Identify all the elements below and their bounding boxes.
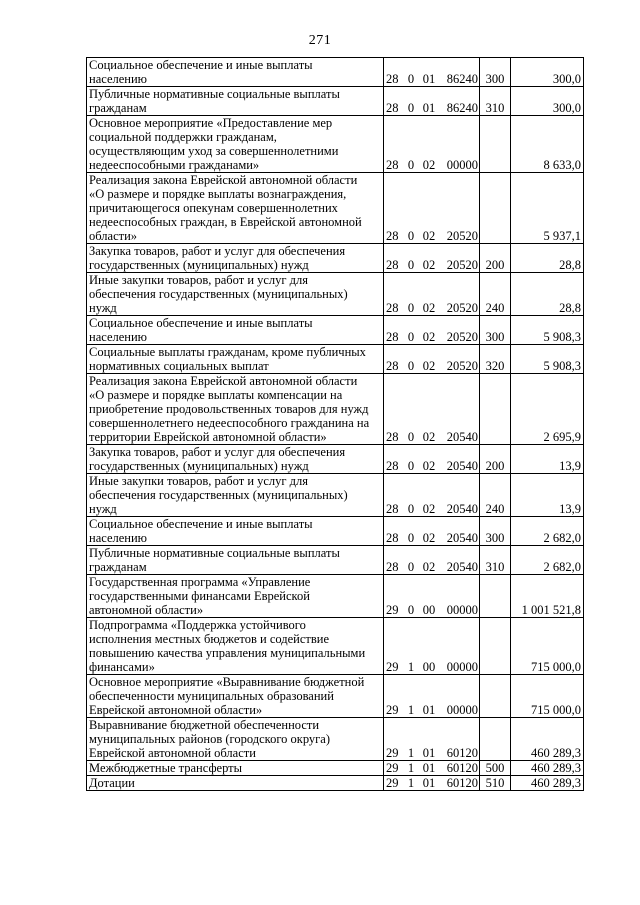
amount-cell: 13,9 (511, 445, 584, 474)
row-name-line: Публичные нормативные социальные выплаты (89, 546, 340, 560)
activity-code: 02 (422, 359, 436, 373)
subprogram-code: 1 (407, 660, 415, 674)
direction-code: 60120 (446, 746, 478, 760)
subprogram-code: 0 (407, 301, 415, 315)
row-name-line: Выравнивание бюджетной обеспеченности (89, 718, 320, 732)
expense-type-cell (480, 675, 511, 718)
row-name-line: Иные закупки товаров, работ и услуг для (89, 474, 309, 488)
row-name-line: причитающегося опекунам совершеннолетних (89, 201, 338, 215)
direction-code: 20520 (446, 229, 478, 243)
amount-cell: 8 633,0 (511, 116, 584, 173)
row-name-line: Государственная программа «Управление (89, 575, 311, 589)
activity-code: 01 (422, 776, 436, 790)
direction-code: 20520 (446, 258, 478, 272)
row-name-line: обеспечения государственных (муниципальных) (89, 488, 348, 502)
budget-table-body (87, 58, 584, 791)
subprogram-code: 0 (407, 101, 415, 115)
row-name-line: обеспеченности муниципальных образований (89, 689, 334, 703)
table-row (87, 345, 584, 374)
activity-code: 01 (422, 746, 436, 760)
subprogram-code: 1 (407, 703, 415, 717)
expense-type-cell (480, 173, 511, 244)
amount-cell: 2 682,0 (511, 517, 584, 546)
row-name-line: «О размере и порядке выплаты вознаграждения, (89, 187, 347, 201)
subprogram-code: 0 (407, 72, 415, 86)
row-name-line: гражданам (89, 560, 147, 574)
program-code: 28 (386, 430, 399, 444)
row-name-cell (87, 244, 384, 273)
page-number: 271 (308, 33, 332, 48)
direction-code: 20540 (446, 459, 478, 473)
classification-code-cell (384, 776, 480, 791)
activity-code: 02 (422, 158, 436, 172)
row-name-line: Социальное обеспечение и иные выплаты (89, 58, 313, 72)
row-name-line: совершеннолетнего недееспособного гражданина на (89, 416, 370, 430)
row-name-cell (87, 316, 384, 345)
classification-code-cell (384, 618, 480, 675)
table-row (87, 618, 584, 675)
expense-type-cell: 500 (480, 761, 511, 776)
direction-code: 00000 (446, 158, 478, 172)
direction-code: 20540 (446, 430, 478, 444)
row-name-cell (87, 87, 384, 116)
table-row (87, 445, 584, 474)
activity-code: 02 (422, 502, 436, 516)
amount-cell: 13,9 (511, 474, 584, 517)
program-code: 28 (386, 258, 399, 272)
row-name-line: населению (89, 72, 147, 86)
expense-type-cell (480, 374, 511, 445)
direction-code: 00000 (446, 603, 478, 617)
row-name-line: нужд (89, 301, 117, 315)
table-row (87, 87, 584, 116)
classification-code-cell (384, 546, 480, 575)
amount-cell: 460 289,3 (511, 761, 584, 776)
row-name-cell (87, 445, 384, 474)
table-row (87, 374, 584, 445)
activity-code: 00 (422, 603, 436, 617)
amount-cell: 300,0 (511, 58, 584, 87)
classification-code-cell (384, 675, 480, 718)
direction-code: 00000 (446, 660, 478, 674)
activity-code: 00 (422, 660, 436, 674)
subprogram-code: 0 (407, 359, 415, 373)
table-row (87, 761, 584, 776)
direction-code: 60120 (446, 776, 478, 790)
row-name-cell (87, 776, 384, 791)
row-name-cell (87, 345, 384, 374)
table-row (87, 116, 584, 173)
program-code: 28 (386, 158, 399, 172)
program-code: 28 (386, 101, 399, 115)
row-name-line: нужд (89, 502, 117, 516)
row-name-line: автономной области» (89, 603, 204, 617)
row-name-line: области» (89, 229, 138, 243)
expense-type-cell: 240 (480, 273, 511, 316)
row-name-cell (87, 374, 384, 445)
expense-type-cell (480, 718, 511, 761)
direction-code: 20520 (446, 330, 478, 344)
row-name-cell (87, 618, 384, 675)
row-name-line: Подпрограмма «Поддержка устойчивого (89, 618, 306, 632)
program-code: 29 (386, 703, 399, 717)
classification-code-cell (384, 374, 480, 445)
classification-code-cell (384, 244, 480, 273)
table-row (87, 675, 584, 718)
row-name-line: гражданам (89, 101, 147, 115)
program-code: 28 (386, 229, 399, 243)
program-code: 28 (386, 459, 399, 473)
row-name-line: Реализация закона Еврейской автономной области (89, 173, 358, 187)
classification-code-cell (384, 474, 480, 517)
row-name-line: Основное мероприятие «Выравнивание бюджетной (89, 675, 365, 689)
classification-code-cell (384, 761, 480, 776)
activity-code: 02 (422, 459, 436, 473)
row-name-line: обеспечения государственных (муниципальных) (89, 287, 348, 301)
activity-code: 02 (422, 258, 436, 272)
row-name-line: государственных (муниципальных) нужд (89, 258, 309, 272)
expense-type-cell: 200 (480, 445, 511, 474)
row-name-line: Дотации (89, 776, 135, 790)
row-name-line: территории Еврейской автономной области» (89, 430, 327, 444)
amount-cell: 715 000,0 (511, 618, 584, 675)
expense-type-cell: 320 (480, 345, 511, 374)
program-code: 28 (386, 301, 399, 315)
activity-code: 01 (422, 72, 436, 86)
subprogram-code: 0 (407, 330, 415, 344)
direction-code: 20540 (446, 560, 478, 574)
row-name-cell (87, 675, 384, 718)
row-name-line: приобретение продовольственных товаров для нужд (89, 402, 369, 416)
direction-code: 00000 (446, 703, 478, 717)
subprogram-code: 1 (407, 761, 415, 775)
direction-code: 20520 (446, 359, 478, 373)
amount-cell: 1 001 521,8 (511, 575, 584, 618)
direction-code: 20540 (446, 531, 478, 545)
activity-code: 02 (422, 560, 436, 574)
program-code: 29 (386, 603, 399, 617)
program-code: 28 (386, 502, 399, 516)
program-code: 28 (386, 359, 399, 373)
expense-type-cell: 300 (480, 517, 511, 546)
amount-cell: 5 908,3 (511, 345, 584, 374)
classification-code-cell (384, 575, 480, 618)
budget-table (86, 57, 584, 791)
row-name-cell (87, 173, 384, 244)
table-row (87, 58, 584, 87)
row-name-cell (87, 474, 384, 517)
direction-code: 20520 (446, 301, 478, 315)
subprogram-code: 0 (407, 258, 415, 272)
amount-cell: 28,8 (511, 273, 584, 316)
row-name-cell (87, 718, 384, 761)
row-name-line: «О размере и порядке выплаты компенсации на (89, 388, 343, 402)
classification-code-cell (384, 718, 480, 761)
classification-code-cell (384, 173, 480, 244)
expense-type-cell: 510 (480, 776, 511, 791)
program-code: 29 (386, 776, 399, 790)
classification-code-cell (384, 273, 480, 316)
subprogram-code: 0 (407, 560, 415, 574)
row-name-line: осуществляющим уход за совершеннолетними (89, 144, 339, 158)
amount-cell: 5 908,3 (511, 316, 584, 345)
table-row (87, 575, 584, 618)
program-code: 29 (386, 660, 399, 674)
subprogram-code: 0 (407, 502, 415, 516)
subprogram-code: 0 (407, 430, 415, 444)
row-name-line: повышению качества управления муниципальными (89, 646, 366, 660)
amount-cell: 300,0 (511, 87, 584, 116)
row-name-cell (87, 273, 384, 316)
row-name-line: Еврейской автономной области (89, 746, 256, 760)
activity-code: 02 (422, 229, 436, 243)
row-name-line: социальной поддержки гражданам, (89, 130, 277, 144)
direction-code: 20540 (446, 502, 478, 516)
row-name-line: Реализация закона Еврейской автономной области (89, 374, 358, 388)
table-row (87, 718, 584, 761)
amount-cell: 2 695,9 (511, 374, 584, 445)
row-name-cell (87, 116, 384, 173)
row-name-line: нормативных социальных выплат (89, 359, 269, 373)
amount-cell: 2 682,0 (511, 546, 584, 575)
expense-type-cell: 300 (480, 316, 511, 345)
row-name-line: Публичные нормативные социальные выплаты (89, 87, 340, 101)
row-name-cell (87, 575, 384, 618)
row-name-line: недееспособными гражданами» (89, 158, 260, 172)
table-row (87, 776, 584, 791)
direction-code: 86240 (446, 101, 478, 115)
activity-code: 01 (422, 101, 436, 115)
row-name-line: Закупка товаров, работ и услуг для обеспечения (89, 244, 346, 258)
row-name-line: Еврейской автономной области» (89, 703, 263, 717)
row-name-line: финансами» (89, 660, 155, 674)
activity-code: 02 (422, 430, 436, 444)
row-name-cell (87, 761, 384, 776)
expense-type-cell: 310 (480, 87, 511, 116)
subprogram-code: 0 (407, 603, 415, 617)
amount-cell: 460 289,3 (511, 718, 584, 761)
row-name-line: Социальное обеспечение и иные выплаты (89, 316, 313, 330)
subprogram-code: 1 (407, 776, 415, 790)
subprogram-code: 0 (407, 229, 415, 243)
activity-code: 02 (422, 330, 436, 344)
classification-code-cell (384, 87, 480, 116)
table-row (87, 273, 584, 316)
program-code: 28 (386, 72, 399, 86)
program-code: 28 (386, 560, 399, 574)
activity-code: 02 (422, 531, 436, 545)
table-row (87, 173, 584, 244)
program-code: 29 (386, 746, 399, 760)
row-name-line: государственных (муниципальных) нужд (89, 459, 309, 473)
expense-type-cell (480, 575, 511, 618)
subprogram-code: 1 (407, 746, 415, 760)
activity-code: 01 (422, 703, 436, 717)
row-name-line: Социальные выплаты гражданам, кроме публичных (89, 345, 366, 359)
expense-type-cell: 310 (480, 546, 511, 575)
expense-type-cell: 240 (480, 474, 511, 517)
program-code: 28 (386, 531, 399, 545)
row-name-line: населению (89, 531, 147, 545)
table-row (87, 517, 584, 546)
classification-code-cell (384, 116, 480, 173)
program-code: 28 (386, 330, 399, 344)
amount-cell: 5 937,1 (511, 173, 584, 244)
classification-code-cell (384, 345, 480, 374)
subprogram-code: 0 (407, 531, 415, 545)
row-name-line: муниципальных районов (городского округа) (89, 732, 331, 746)
row-name-line: Закупка товаров, работ и услуг для обеспечения (89, 445, 346, 459)
row-name-cell (87, 58, 384, 87)
activity-code: 01 (422, 761, 436, 775)
row-name-line: государственными финансами Еврейской (89, 589, 310, 603)
row-name-line: населению (89, 330, 147, 344)
table-row (87, 244, 584, 273)
classification-code-cell (384, 517, 480, 546)
direction-code: 86240 (446, 72, 478, 86)
expense-type-cell (480, 618, 511, 675)
subprogram-code: 0 (407, 459, 415, 473)
classification-code-cell (384, 58, 480, 87)
row-name-line: исполнения местных бюджетов и содействие (89, 632, 330, 646)
subprogram-code: 0 (407, 158, 415, 172)
amount-cell: 28,8 (511, 244, 584, 273)
expense-type-cell: 200 (480, 244, 511, 273)
amount-cell: 715 000,0 (511, 675, 584, 718)
row-name-cell (87, 546, 384, 575)
amount-cell: 460 289,3 (511, 776, 584, 791)
direction-code: 60120 (446, 761, 478, 775)
activity-code: 02 (422, 301, 436, 315)
table-row (87, 474, 584, 517)
classification-code-cell (384, 316, 480, 345)
table-row (87, 546, 584, 575)
program-code: 29 (386, 761, 399, 775)
row-name-line: Иные закупки товаров, работ и услуг для (89, 273, 309, 287)
expense-type-cell (480, 116, 511, 173)
row-name-cell (87, 517, 384, 546)
table-row (87, 316, 584, 345)
expense-type-cell: 300 (480, 58, 511, 87)
row-name-line: Социальное обеспечение и иные выплаты (89, 517, 313, 531)
row-name-line: Основное мероприятие «Предоставление мер (89, 116, 333, 130)
classification-code-cell (384, 445, 480, 474)
row-name-line: недееспособных граждан, в Еврейской автономной (89, 215, 362, 229)
row-name-line: Межбюджетные трансферты (89, 761, 243, 775)
